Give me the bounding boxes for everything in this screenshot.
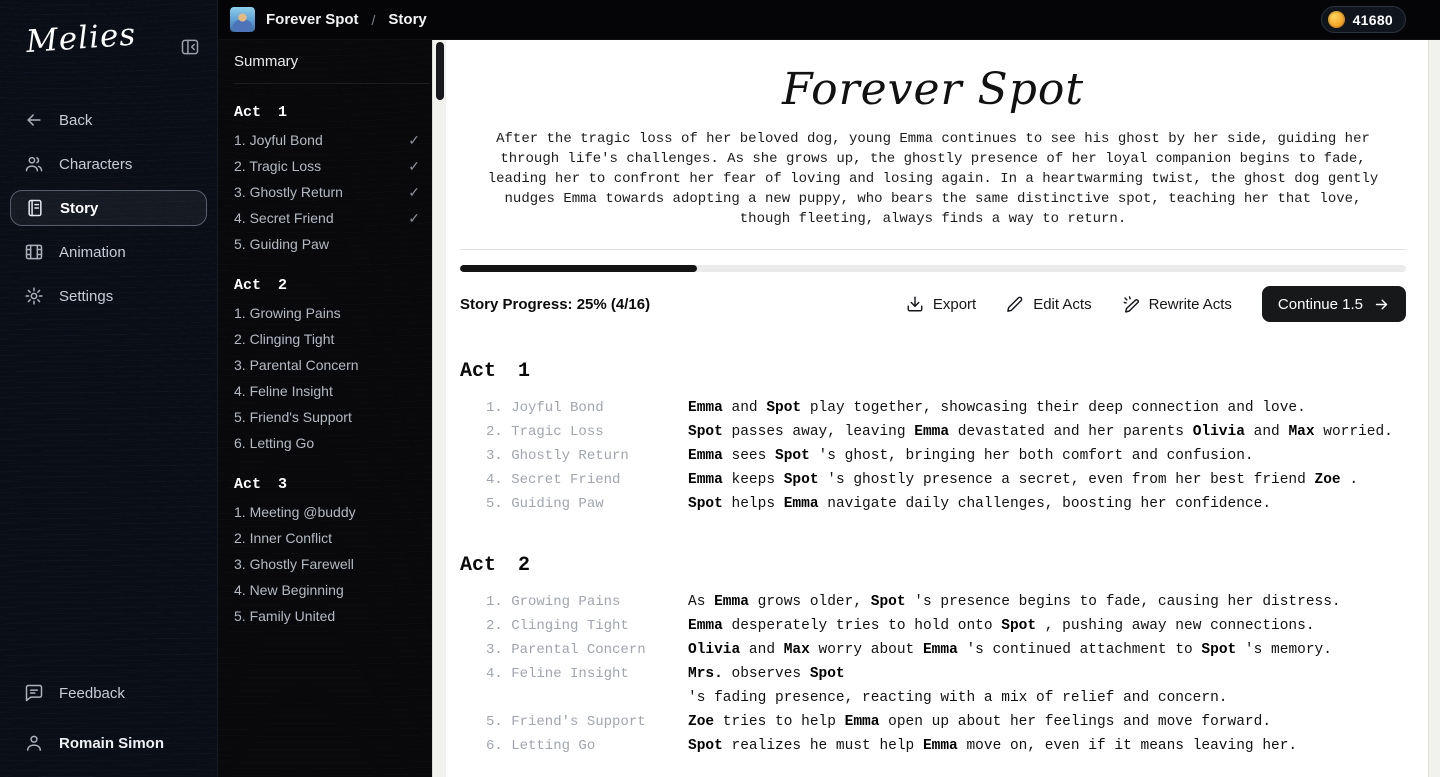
sidebar-item-animation[interactable] — [10, 234, 207, 270]
nav-chapter-label: 5. Guiding Paw — [234, 236, 329, 252]
export-label: Export — [932, 295, 977, 313]
nav-chapter-label: 4. New Beginning — [234, 582, 344, 598]
coin-icon — [1328, 11, 1345, 28]
chapter-row — [486, 734, 1406, 758]
credits-count: 41680 — [1352, 11, 1393, 28]
outline-chapter-item[interactable] — [234, 430, 432, 456]
chapter-label[interactable]: 2. Clinging Tight — [486, 618, 629, 634]
outline-scrollbar-track — [432, 40, 446, 777]
outline-chapter-item[interactable] — [234, 127, 432, 153]
nav-chapter-label: 5. Friend's Support — [234, 409, 352, 425]
outline-chapter-item[interactable] — [234, 352, 432, 378]
divider — [460, 249, 1406, 250]
chapter-row — [486, 468, 1406, 492]
chapter-row — [486, 638, 1406, 662]
gear-icon — [24, 286, 44, 306]
nav-act-title: Act 1 — [234, 104, 288, 121]
user-account[interactable] — [10, 725, 207, 761]
sidebar-nav — [0, 102, 217, 314]
app-logo: Melies — [24, 16, 138, 61]
progress-label: Story Progress: 25% (4/16) — [460, 295, 651, 313]
breadcrumb-page[interactable]: Story — [388, 11, 427, 28]
chapter-row — [486, 710, 1406, 734]
credits-badge[interactable] — [1321, 6, 1406, 33]
outline-chapter-item[interactable] — [234, 205, 432, 231]
nav-chapter-list — [234, 300, 432, 456]
outline-chapter-item[interactable] — [234, 153, 432, 179]
outline-act — [234, 476, 432, 629]
outline-act — [234, 104, 432, 257]
sidebar-item-back[interactable] — [10, 102, 207, 138]
breadcrumb-project[interactable]: Forever Spot — [266, 11, 359, 28]
story-progress-bar — [460, 265, 1406, 272]
sidebar-footer — [0, 675, 217, 777]
nav-act-title: Act 2 — [234, 277, 288, 294]
chapter-row — [486, 492, 1406, 516]
sidebar-item-label: Animation — [59, 243, 126, 261]
sidebar-item-label: Back — [59, 111, 93, 129]
download-icon — [906, 295, 924, 313]
chapter-label[interactable]: 2. Tragic Loss — [486, 424, 604, 440]
outline-summary-link[interactable] — [234, 40, 430, 84]
nav-chapter-label: 4. Secret Friend — [234, 210, 334, 226]
chapter-text[interactable]: Olivia and Max worry about Emma 's continued attachment to Spot 's memory. — [688, 642, 1332, 658]
feedback-label: Feedback — [59, 684, 125, 702]
act-rows — [460, 396, 1406, 516]
chapter-text[interactable]: Spot helps Emma navigate daily challenges, boosting her confidence. — [688, 496, 1272, 512]
outline-chapter-item[interactable] — [234, 378, 432, 404]
story-document — [446, 40, 1428, 777]
summary-label: Summary — [234, 53, 299, 70]
outline-acts — [234, 104, 432, 629]
pencil-icon — [1006, 295, 1024, 313]
book-icon — [25, 198, 45, 218]
sidebar-collapse-button[interactable] — [179, 36, 201, 58]
outline-chapter-item[interactable] — [234, 231, 432, 257]
feedback-button[interactable] — [10, 675, 207, 711]
chapter-text[interactable]: Emma keeps Spot 's ghostly presence a secret, even from her best friend Zoe . — [688, 472, 1359, 488]
nav-chapter-label: 3. Ghostly Return — [234, 184, 343, 200]
arrow-left-icon — [24, 110, 44, 130]
nav-chapter-list — [234, 127, 432, 257]
nav-chapter-label: 1. Growing Pains — [234, 305, 341, 321]
chapter-label[interactable]: 4. Feline Insight — [486, 666, 629, 682]
breadcrumb — [230, 7, 427, 32]
chapter-label[interactable]: 5. Guiding Paw — [486, 496, 604, 512]
chapter-row — [486, 662, 1406, 710]
chapter-label[interactable]: 1. Growing Pains — [486, 594, 621, 610]
chapter-text[interactable]: Spot passes away, leaving Emma devastated and her parents Olivia and Max worried. — [688, 424, 1393, 440]
outline-chapter-item[interactable] — [234, 525, 432, 551]
chapter-row — [486, 396, 1406, 420]
chapter-label[interactable]: 6. Letting Go — [486, 738, 596, 754]
feedback-chat-icon — [24, 683, 44, 703]
acts-container — [460, 360, 1406, 758]
act-section — [460, 554, 1406, 758]
nav-chapter-label: 1. Meeting @buddy — [234, 504, 356, 520]
outline-chapter-item[interactable] — [234, 404, 432, 430]
act-heading: Act 2 — [460, 554, 531, 577]
chapter-label[interactable]: 4. Secret Friend — [486, 472, 621, 488]
outline-chapter-item[interactable] — [234, 326, 432, 352]
continue-label: Continue 1.5 — [1277, 295, 1363, 313]
outline-act — [234, 277, 432, 456]
edit-acts-label: Edit Acts — [1033, 295, 1092, 313]
chapter-label[interactable]: 3. Parental Concern — [486, 642, 646, 658]
nav-chapter-label: 2. Clinging Tight — [234, 331, 335, 347]
chapter-text[interactable]: Emma and Spot play together, showcasing their deep connection and love. — [688, 400, 1306, 416]
nav-chapter-label: 2. Inner Conflict — [234, 530, 333, 546]
chapter-label[interactable]: 3. Ghostly Return — [486, 448, 629, 464]
sidebar-item-label: Settings — [59, 287, 114, 305]
check-icon: ✓ — [408, 183, 420, 200]
edit-acts-button[interactable] — [1006, 295, 1091, 313]
sidebar-item-label: Story — [60, 199, 99, 217]
export-button[interactable] — [906, 295, 976, 313]
outline-chapter-item[interactable] — [234, 577, 432, 603]
film-icon — [24, 242, 44, 262]
act-heading: Act 1 — [460, 360, 531, 383]
nav-chapter-list — [234, 499, 432, 629]
arrow-right-icon — [1373, 296, 1390, 313]
nav-chapter-label: 2. Tragic Loss — [234, 158, 322, 174]
nav-chapter-label: 4. Feline Insight — [234, 383, 333, 399]
chapter-row — [486, 420, 1406, 444]
check-icon: ✓ — [408, 209, 420, 226]
nav-chapter-label: 1. Joyful Bond — [234, 132, 323, 148]
panel-collapse-icon — [180, 37, 200, 57]
pen-sparkle-icon — [1122, 295, 1140, 313]
act-rows — [460, 590, 1406, 758]
user-icon — [24, 733, 44, 753]
chapter-text[interactable]: Spot realizes he must help Emma move on, even if it means leaving her. — [688, 738, 1298, 754]
user-name: Romain Simon — [59, 734, 165, 752]
chapter-text[interactable]: As Emma grows older, Spot 's presence begins to fade, causing her distress. — [688, 594, 1341, 610]
story-synopsis: After the tragic loss of her beloved dog, young Emma continues to see his ghost by her side, guiding her through life's challenges. As she grows up, the ghostly presence of her loyal companion begins to fade, leading her to confront her fear of loving and losing again. In a heartwarming twist, the ghost dog gently nudges Emma towards adopting a new puppy, who bears the same distinctive spot, teaching her that love, though fleeting, always finds a way to return. — [487, 131, 1379, 227]
users-icon — [24, 154, 44, 174]
outline-chapter-item[interactable] — [234, 603, 432, 629]
story-title: Forever Spot — [781, 64, 1085, 115]
nav-chapter-label: 3. Ghostly Farewell — [234, 556, 354, 572]
sidebar-item-label: Characters — [59, 155, 133, 173]
sidebar-item-story[interactable] — [10, 190, 207, 226]
outline-chapter-item[interactable] — [234, 179, 432, 205]
sidebar-item-settings[interactable] — [10, 278, 207, 314]
rewrite-acts-label: Rewrite Acts — [1148, 295, 1232, 313]
project-thumbnail[interactable] — [230, 7, 255, 32]
nav-chapter-label: 3. Parental Concern — [234, 357, 359, 373]
chapter-text[interactable]: Mrs. observes Spot 's fading presence, reacting with a mix of relief and concern. — [688, 666, 1228, 706]
rewrite-acts-button[interactable] — [1122, 295, 1232, 313]
chapter-label[interactable]: 5. Friend's Support — [486, 714, 646, 730]
continue-button[interactable] — [1262, 286, 1406, 322]
act-section — [460, 360, 1406, 516]
chapter-row — [486, 614, 1406, 638]
document-scrollbar-track — [1428, 40, 1440, 777]
outline-chapter-item[interactable] — [234, 300, 432, 326]
chapter-row — [486, 590, 1406, 614]
outline-chapter-item[interactable] — [234, 499, 432, 525]
chapter-text[interactable]: Emma desperately tries to hold onto Spot , pushing away new connections. — [688, 618, 1315, 634]
chapter-row — [486, 444, 1406, 468]
breadcrumb-separator: / — [371, 11, 376, 28]
outline-chapter-item[interactable] — [234, 551, 432, 577]
progress-fill — [460, 265, 697, 272]
outline-scrollbar-thumb[interactable] — [436, 42, 444, 100]
main-sidebar — [0, 0, 218, 777]
check-icon: ✓ — [408, 157, 420, 174]
nav-chapter-label: 6. Letting Go — [234, 435, 315, 451]
chapter-text[interactable]: Zoe tries to help Emma open up about her feelings and move forward. — [688, 714, 1272, 730]
chapter-label[interactable]: 1. Joyful Bond — [486, 400, 604, 416]
story-outline-panel — [218, 40, 432, 777]
actions-row — [460, 286, 1406, 322]
chapter-text[interactable]: Emma sees Spot 's ghost, bringing her both comfort and confusion. — [688, 448, 1254, 464]
nav-chapter-label: 5. Family United — [234, 608, 336, 624]
top-bar — [218, 0, 1440, 40]
nav-act-title: Act 3 — [234, 476, 288, 493]
check-icon: ✓ — [408, 131, 420, 148]
sidebar-item-characters[interactable] — [10, 146, 207, 182]
